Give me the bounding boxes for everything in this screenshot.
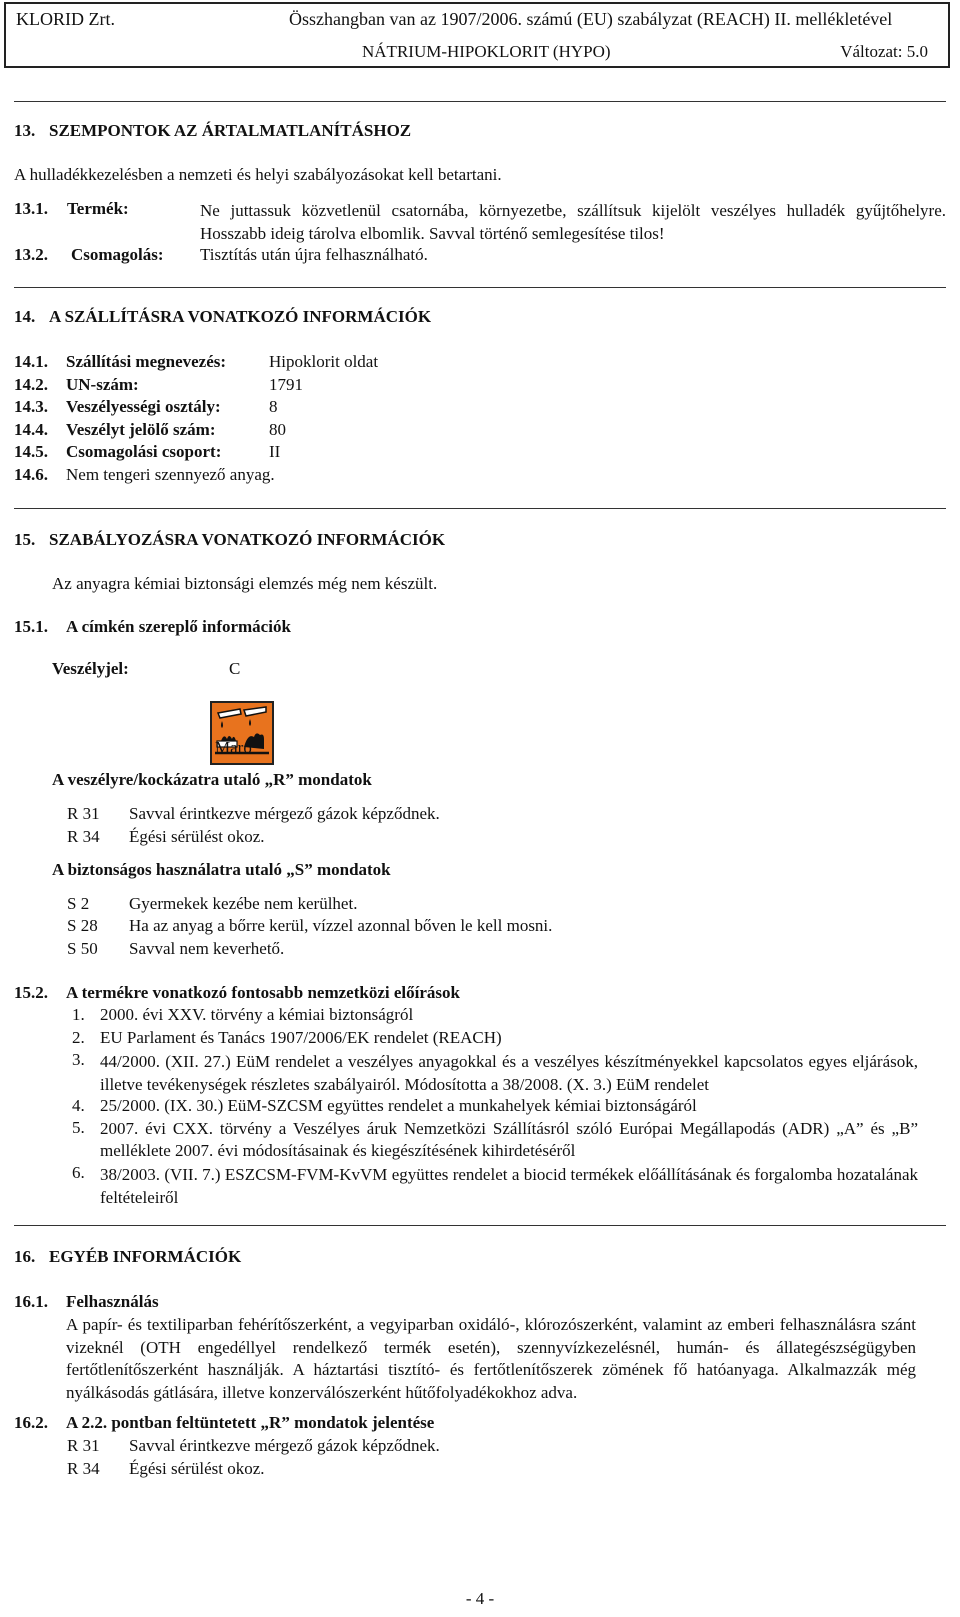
hazard-name: Maró <box>215 738 252 757</box>
row-14-4-value: 80 <box>269 420 286 439</box>
row-14-4-number: 14.4. <box>14 420 48 439</box>
row-14-1-label: Szállítási megnevezés: <box>66 352 227 371</box>
s-phrase-code: S 50 <box>67 939 98 958</box>
law-text: 44/2000. (XII. 27.) EüM rendelet a veszélyes anyagokkal és a veszélyes készítményekkel kapcsolatos egyes eljárások, illetve tevékenységek részletes szabályairól. Módosította a 38/2008. (X. 3.) EüM rendelet <box>100 1052 918 1094</box>
law-text: EU Parlament és Tanács 1907/2006/EK rendelet (REACH) <box>100 1028 502 1047</box>
section-14-title: A SZÁLLÍTÁSRA VONATKOZÓ INFORMÁCIÓK <box>49 307 432 326</box>
item-13-1-label: Termék: <box>67 199 129 218</box>
r-phrase-text: Savval érintkezve mérgező gázok képződnek. <box>129 1436 440 1455</box>
item-15-2-title: A termékre vonatkozó fontosabb nemzetközi előírások <box>66 983 460 1002</box>
item-16-1-number: 16.1. <box>14 1292 48 1311</box>
item-16-2-title: A 2.2. pontban feltüntetett „R” mondatok jelentése <box>66 1413 435 1432</box>
product-name: NÁTRIUM-HIPOKLORIT (HYPO) <box>362 42 611 61</box>
r-phrase-code: R 31 <box>67 1436 100 1455</box>
item-16-1-text: A papír- és textiliparban fehérítőszerként, a vegyiparban oxidáló-, klórozószerként, valamint az emberi felhasználásra szánt vizeknél (OTH engedéllyel rendelkező termék esetén), szennyvízkezelésnél, humán- és állategészségügyben fertőtlenítőszerként használják. A háztartási tisztító- és fertőtlenítőszerek zömének fő hatóanyaga. Alkalmazzák még nyálkásodás gátlására, illetve konzerválószerként hűtőfolyadékokhoz adva. <box>66 1315 916 1402</box>
section-divider <box>14 1225 946 1226</box>
page-header <box>4 2 950 68</box>
row-14-2-label: UN-szám: <box>66 375 139 394</box>
s-phrase-text: Gyermekek kezébe nem kerülhet. <box>129 894 358 913</box>
row-14-6-text: Nem tengeri szennyező anyag. <box>66 465 275 484</box>
r-phrase-text: Égési sérülést okoz. <box>129 827 265 846</box>
r-phrase-text: Savval érintkezve mérgező gázok képződnek. <box>129 804 440 823</box>
row-14-1-number: 14.1. <box>14 352 48 371</box>
law-number: 6. <box>72 1163 85 1182</box>
row-14-3-label: Veszélyességi osztály: <box>66 397 221 416</box>
row-14-2-number: 14.2. <box>14 375 48 394</box>
version-label: Változat: 5.0 <box>840 42 928 61</box>
r-phrases-title: A veszélyre/kockázatra utaló „R” mondatok <box>52 770 372 789</box>
item-15-1-number: 15.1. <box>14 617 48 636</box>
row-14-5-label: Csomagolási csoport: <box>66 442 222 461</box>
law-number: 1. <box>72 1005 85 1024</box>
section-divider <box>14 508 946 509</box>
item-13-2-number: 13.2. <box>14 245 48 264</box>
row-14-5-value: II <box>269 442 281 461</box>
item-13-2-label: Csomagolás: <box>71 245 164 264</box>
s-phrase-text: Ha az anyag a bőrre kerül, vízzel azonnal bőven le kell mosni. <box>129 916 553 935</box>
section-divider <box>14 101 946 102</box>
law-text: 25/2000. (IX. 30.) EüM-SZCSM együttes rendelet a munkahelyek kémiai biztonságáról <box>100 1096 697 1115</box>
section-13-intro: A hulladékkezelésben a nemzeti és helyi szabályozásokat kell betartani. <box>14 165 502 184</box>
section-15-title: SZABÁLYOZÁSRA VONATKOZÓ INFORMÁCIÓK <box>49 530 446 549</box>
company-name: KLORID Zrt. <box>16 9 115 29</box>
row-14-6-number: 14.6. <box>14 465 48 484</box>
law-text: 38/2003. (VII. 7.) ESZCSM-FVM-KvVM együttes rendelet a biocid termékek előállításának és forgalomba hozatalának feltételeiről <box>100 1165 918 1207</box>
s-phrases-title: A biztonságos használatra utaló „S” mondatok <box>52 860 391 879</box>
hazard-code: C <box>229 659 241 678</box>
section-16-title: EGYÉB INFORMÁCIÓK <box>49 1247 242 1266</box>
regulation-note: Összhangban van az 1907/2006. számú (EU) szabályzat (REACH) II. mellékletével <box>289 9 893 29</box>
r-phrase-text: Égési sérülést okoz. <box>129 1459 265 1478</box>
item-15-1-title: A címkén szereplő információk <box>66 617 291 636</box>
row-14-4-label: Veszélyt jelölő szám: <box>66 420 216 439</box>
item-13-1-text: Ne juttassuk közvetlenül csatornába, környezetbe, szállítsuk kijelölt veszélyes hulladék gyűjtőhelyre. Hosszabb ideig tárolva elbomlik. Savval történő semlegesítése tilos! <box>200 201 946 243</box>
law-number: 4. <box>72 1096 85 1115</box>
s-phrase-text: Savval nem keverhető. <box>129 939 285 958</box>
item-13-2-text: Tisztítás után újra felhasználható. <box>200 245 428 264</box>
item-15-2-number: 15.2. <box>14 983 48 1002</box>
section-divider <box>14 287 946 288</box>
s-phrase-code: S 28 <box>67 916 98 935</box>
section-15-number: 15. <box>14 530 36 549</box>
law-number: 2. <box>72 1028 85 1047</box>
hazard-label: Veszélyjel: <box>52 659 129 678</box>
law-text: 2007. évi CXX. törvény a Veszélyes áruk Nemzetközi Szállításról szóló Európai Megállapodás (ADR) „A” és „B” melléklete 2007. évi módosításainak és kiegészítésének kihirdetéséről <box>100 1119 918 1160</box>
item-16-2-number: 16.2. <box>14 1413 48 1432</box>
row-14-2-value: 1791 <box>269 375 303 394</box>
r-phrase-code: R 31 <box>67 804 100 823</box>
item-16-1-title: Felhasználás <box>66 1292 159 1311</box>
r-phrase-code: R 34 <box>67 827 100 846</box>
law-number: 3. <box>72 1050 85 1069</box>
section-15-intro: Az anyagra kémiai biztonsági elemzés még nem készült. <box>52 574 438 593</box>
page-number: - 4 - <box>465 1589 495 1608</box>
s-phrase-code: S 2 <box>67 894 90 913</box>
r-phrase-code: R 34 <box>67 1459 100 1478</box>
section-13-number: 13. <box>14 121 36 140</box>
law-text: 2000. évi XXV. törvény a kémiai biztonságról <box>100 1005 414 1024</box>
row-14-3-value: 8 <box>269 397 278 416</box>
law-number: 5. <box>72 1118 85 1137</box>
section-14-number: 14. <box>14 307 36 326</box>
item-13-1-number: 13.1. <box>14 199 48 218</box>
row-14-1-value: Hipoklorit oldat <box>269 352 379 371</box>
section-16-number: 16. <box>14 1247 36 1266</box>
row-14-5-number: 14.5. <box>14 442 48 461</box>
row-14-3-number: 14.3. <box>14 397 48 416</box>
section-13-title: SZEMPONTOK AZ ÁRTALMATLANÍTÁSHOZ <box>49 121 412 140</box>
